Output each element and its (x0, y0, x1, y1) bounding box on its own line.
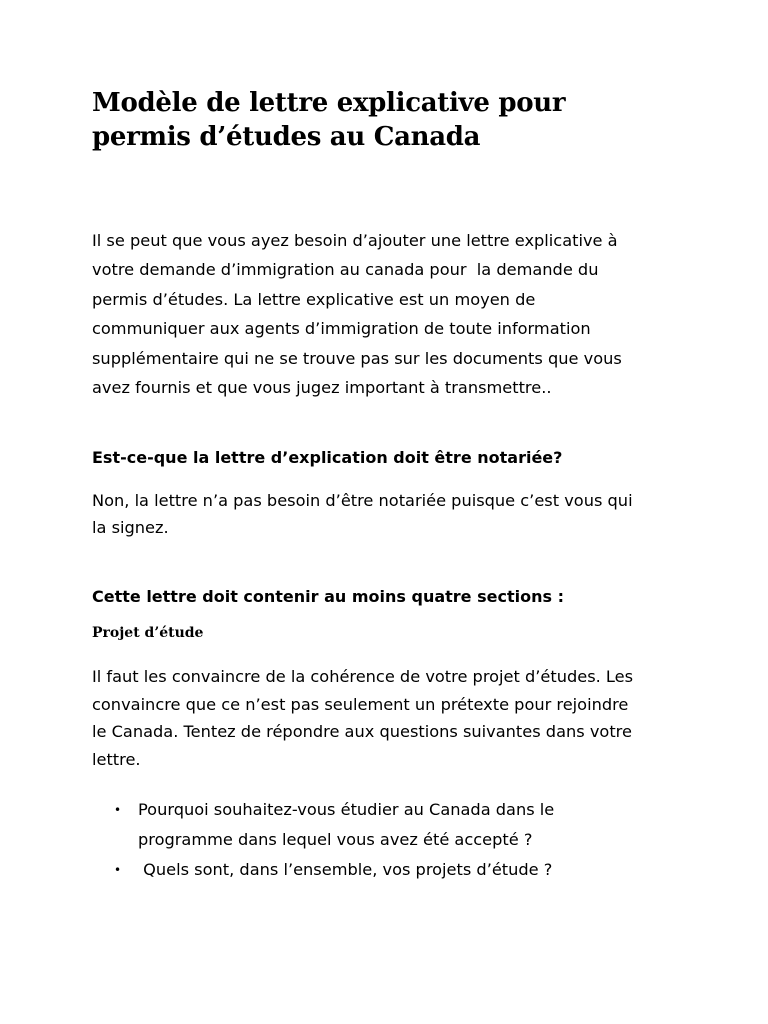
intro-line: communiquer aux agents d’immigration de toute information (92, 319, 591, 339)
answer-line: Non, la lettre n’a pas besoin d’être notariée puisque c’est vous qui (92, 491, 633, 510)
bullet-dot-icon: • (114, 803, 122, 817)
section-line: le Canada. Tentez de répondre aux questions suivantes dans votre (92, 722, 632, 741)
bullet-line: programme dans lequel vous avez été accepté ? (138, 830, 533, 849)
answer-line: la signez. (92, 518, 169, 537)
intro-paragraph (92, 226, 692, 402)
intro-line: avez fournis et que vous jugez important à transmettre.. (92, 378, 552, 398)
bullet-line: Pourquoi souhaitez-vous étudier au Canada dans le (138, 800, 555, 819)
question-bullet-list (92, 795, 692, 885)
section-title-projet-etude: Projet d’étude (92, 625, 204, 641)
notarized-question-heading: Est-ce-que la lettre d’explication doit être notariée? (92, 448, 563, 467)
bullet-item (92, 795, 692, 855)
bullet-dot-icon: • (114, 863, 122, 877)
sections-heading: Cette lettre doit contenir au moins quatre sections : (92, 587, 564, 606)
title-line: Modèle de lettre explicative pour permis d’études au Canada (92, 88, 566, 152)
section-line: Il faut les convaincre de la cohérence de votre projet d’études. Les (92, 667, 634, 686)
intro-line: supplémentaire qui ne se trouve pas sur les documents que vous (92, 348, 622, 368)
notarized-answer-paragraph (92, 487, 692, 541)
section-paragraph (92, 663, 692, 773)
intro-line: permis d’études. La lettre explicative est un moyen de (92, 289, 536, 309)
document-title (92, 86, 672, 154)
intro-line: votre demande d’immigration au canada pour la demande du (92, 260, 599, 280)
section-line: convaincre que ce n’est pas seulement un prétexte pour rejoindre (92, 694, 629, 714)
bullet-item (92, 855, 692, 885)
section-line: lettre. (92, 749, 141, 769)
intro-line: Il se peut que vous ayez besoin d’ajouter une lettre explicative à (92, 231, 618, 250)
bullet-line: Quels sont, dans l’ensemble, vos projets d’étude ? (138, 860, 553, 879)
